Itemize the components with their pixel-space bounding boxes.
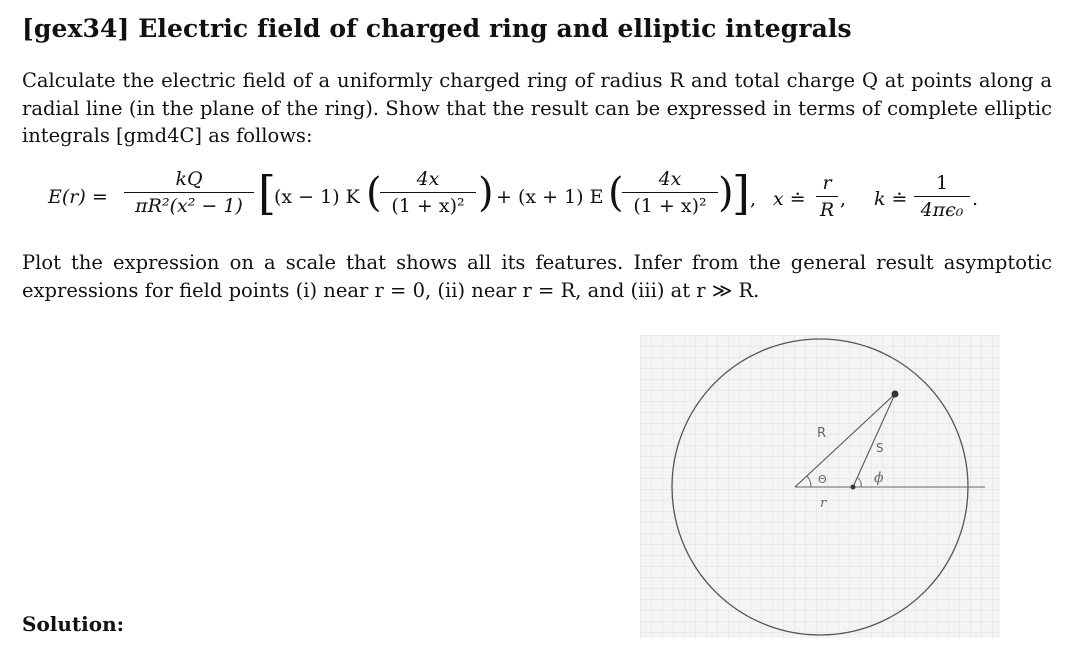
- solution-label: Solution:: [22, 612, 125, 636]
- equation: [48, 168, 1058, 232]
- task-statement: Plot the expression on a scale that shows all its features. Infer from the general result asymptotic expressions for field points (i) near r = 0, (ii) near r = R, and (iii) at r ≫ R.: [22, 251, 1052, 302]
- elliptic-arg-fraction-1: [380, 168, 476, 217]
- elliptic-arg-fraction-2: [622, 168, 718, 217]
- ring-diagram: [640, 335, 1000, 638]
- prefactor-fraction: [124, 168, 254, 217]
- page-title: [gex34] Electric field of charged ring and elliptic integrals: [22, 14, 852, 43]
- term-k: (x − 1) K: [274, 186, 360, 208]
- comma-1: ,: [750, 188, 757, 210]
- right-paren-1: ): [478, 170, 494, 216]
- label-theta: Θ: [818, 473, 827, 486]
- left-bracket: [: [258, 166, 276, 220]
- label-r: r: [820, 496, 827, 511]
- charge-point: [892, 391, 899, 398]
- label-S: S: [876, 441, 884, 455]
- arg-numerator-2: 4x: [658, 168, 682, 190]
- arg-denominator-1: (1 + x)²: [391, 195, 465, 217]
- label-phi: ϕ: [874, 470, 884, 486]
- equation-lhs: E(r) =: [48, 186, 108, 208]
- problem-statement: Calculate the electric field of a uniformly charged ring of radius R and total charge Q at points along a radial line (in the plane of the ring). Show that the result can be expressed in terms of complete elliptic integrals [gmd4C] as follows:: [22, 69, 1052, 147]
- x-definition: x ≐: [773, 188, 806, 210]
- k-fraction: [914, 172, 970, 221]
- left-paren-1: (: [366, 170, 382, 216]
- left-paren-2: (: [608, 170, 624, 216]
- period: .: [972, 188, 979, 210]
- right-paren-2: ): [718, 170, 734, 216]
- right-bracket: ]: [732, 166, 750, 220]
- prefactor-denominator: πR²(x² − 1): [135, 195, 243, 217]
- prefactor-numerator: kQ: [175, 168, 203, 190]
- x-denominator: R: [819, 199, 835, 221]
- k-numerator: 1: [935, 172, 949, 194]
- k-denominator: 4πϵ₀: [920, 199, 964, 221]
- arg-denominator-2: (1 + x)²: [633, 195, 707, 217]
- field-point: [851, 485, 856, 490]
- x-fraction: [816, 172, 838, 221]
- label-R: R: [817, 426, 827, 441]
- term-e: + (x + 1) E: [496, 186, 604, 208]
- ring-diagram-svg: [640, 335, 1000, 638]
- comma-2: ,: [840, 188, 847, 210]
- x-numerator: r: [822, 172, 832, 194]
- arg-numerator-1: 4x: [416, 168, 440, 190]
- k-definition: k ≐: [874, 188, 908, 210]
